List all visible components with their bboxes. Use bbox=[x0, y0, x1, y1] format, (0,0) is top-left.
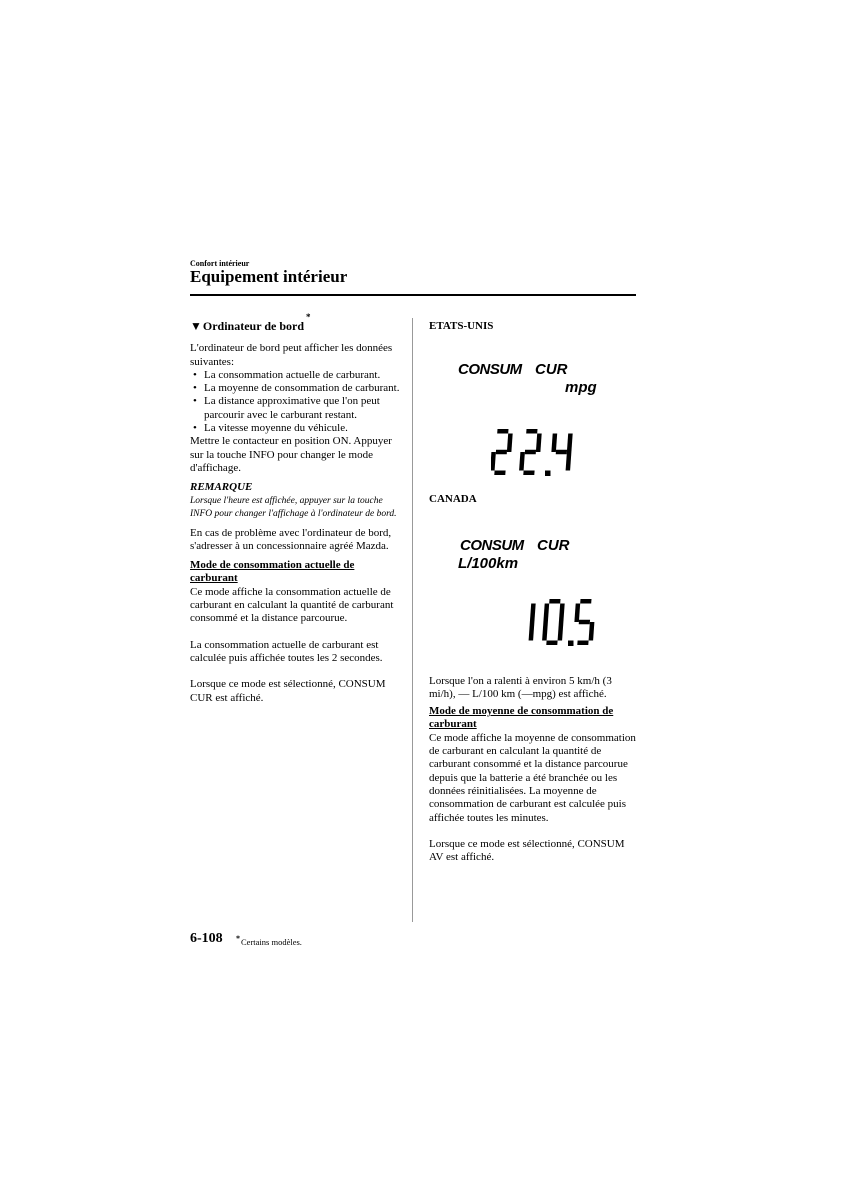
lcd-display-usa bbox=[429, 333, 639, 493]
lcd-digit bbox=[542, 599, 565, 645]
lcd-unit-label: mpg bbox=[565, 379, 597, 397]
paragraph: Ce mode affiche la consommation actuelle de carburant en calculant la quantité de carburant consommé et la distance parcourue. bbox=[190, 585, 394, 625]
lcd-segment bbox=[559, 603, 565, 622]
lcd-sub-label: CUR bbox=[535, 361, 568, 379]
lcd-digit bbox=[573, 599, 596, 645]
lcd-digit bbox=[519, 429, 542, 475]
lcd-segment bbox=[525, 450, 536, 455]
subheading-current: Mode de consommation actuelle de carburant bbox=[190, 559, 355, 585]
lcd-segment bbox=[546, 640, 557, 645]
lcd-segment bbox=[543, 603, 549, 622]
list-item: • La distance approximative que l'on peut parcourir avec le carburant restant. bbox=[190, 395, 400, 422]
lcd-segment bbox=[507, 434, 513, 453]
decimal-point bbox=[545, 471, 551, 477]
lcd-segment bbox=[491, 452, 496, 471]
lcd-segment bbox=[567, 434, 573, 453]
column-divider bbox=[412, 318, 413, 922]
lcd-segment bbox=[558, 622, 564, 641]
page-title: Equipement intérieur bbox=[190, 267, 348, 286]
list-item: • La moyenne de consommation de carburant. bbox=[190, 382, 400, 395]
lcd-mode-label: CONSUM bbox=[458, 361, 522, 379]
right-column bbox=[429, 320, 639, 864]
seven-segment-value bbox=[491, 425, 606, 479]
footnote bbox=[236, 934, 302, 947]
footnote-text: Certains modèles. bbox=[241, 936, 302, 947]
lcd-digit bbox=[529, 603, 536, 640]
lcd-segment bbox=[497, 429, 508, 434]
lcd-display-canada bbox=[429, 507, 639, 675]
lcd-segment bbox=[577, 640, 588, 645]
left-column bbox=[190, 312, 400, 705]
lcd-unit-label: L/100km bbox=[458, 554, 519, 572]
lcd-segment bbox=[580, 599, 591, 604]
list-item: • La consommation actuelle de carburant. bbox=[190, 369, 400, 382]
region-label-canada: CANADA bbox=[429, 493, 477, 506]
title-rule bbox=[190, 294, 636, 296]
footnote-mark: * bbox=[236, 934, 240, 943]
lcd-segment bbox=[496, 450, 507, 455]
lcd-segment bbox=[566, 452, 572, 471]
paragraph: Lorsque ce mode est sélectionné, CONSUM CUR est affiché. bbox=[190, 678, 386, 704]
lcd-segment bbox=[542, 622, 548, 641]
decimal-point bbox=[568, 640, 574, 646]
lcd-segment bbox=[494, 471, 505, 476]
paragraph: La consommation actuelle de carburant est calculée puis affichée toutes les 2 secondes. bbox=[190, 638, 383, 664]
section-heading: ▼ Ordinateur de bord * bbox=[190, 312, 311, 333]
region-label-usa: ETATS-UNIS bbox=[429, 320, 494, 332]
lcd-digit bbox=[491, 429, 513, 475]
lcd-segment bbox=[549, 599, 560, 604]
problem-text: En cas de problème avec l'ordinateur de bord, s'adresser à un concessionnaire agréé Mazda. bbox=[190, 526, 392, 552]
page-number: 6-108 bbox=[190, 931, 223, 946]
lcd-segment bbox=[556, 450, 567, 455]
lcd-segment bbox=[529, 622, 535, 641]
section-label: Confort intérieur bbox=[190, 259, 250, 268]
lcd-sub-label: CUR bbox=[537, 536, 570, 554]
lcd-segment bbox=[574, 603, 580, 622]
lcd-segment bbox=[551, 434, 557, 453]
seven-segment-value bbox=[514, 595, 606, 649]
lcd-segment bbox=[523, 471, 534, 476]
note-title: REMARQUE bbox=[190, 481, 253, 494]
lcd-segment bbox=[579, 619, 590, 624]
lcd-segment bbox=[526, 429, 537, 434]
instructions-text: Mettre le contacteur en position ON. Appuyer sur la touche INFO pour changer le mode d'affichage. bbox=[190, 435, 392, 474]
lcd-segment bbox=[536, 434, 542, 453]
lcd-segment bbox=[530, 603, 536, 622]
lcd-segment bbox=[519, 452, 525, 471]
lcd-mode-label: CONSUM bbox=[460, 536, 524, 554]
feature-list bbox=[190, 369, 400, 435]
paragraph: Lorsque ce mode est sélectionné, CONSUM AV est affiché. bbox=[429, 837, 625, 864]
idle-text: Lorsque l'on a ralenti à environ 5 km/h (3 mi/h), — L/100 km (—mpg) est affiché. bbox=[429, 674, 612, 700]
subheading-average: Mode de moyenne de consommation de carburant bbox=[429, 705, 614, 731]
paragraph: Ce mode affiche la moyenne de consommation de carburant en calculant la quantité de carburant consommé et la distance parcourue depuis que la batterie a été branchée ou les données réinitialisées. La moyenne de consommation de carburant est calculée puis affichée toutes les minutes. bbox=[429, 731, 636, 824]
lcd-segment bbox=[589, 622, 595, 641]
lcd-digit bbox=[550, 434, 573, 471]
intro-text: L'ordinateur de bord peut afficher les données suivantes: bbox=[190, 342, 393, 368]
section-heading-text: Ordinateur de bord bbox=[202, 319, 305, 333]
list-item: • La vitesse moyenne du véhicule. bbox=[190, 422, 400, 435]
triangle-down-icon: ▼ bbox=[190, 319, 202, 333]
note-text: Lorsque l'heure est affichée, appuyer sur la touche INFO pour changer l'affichage à l'ordinateur de bord. bbox=[190, 495, 397, 519]
